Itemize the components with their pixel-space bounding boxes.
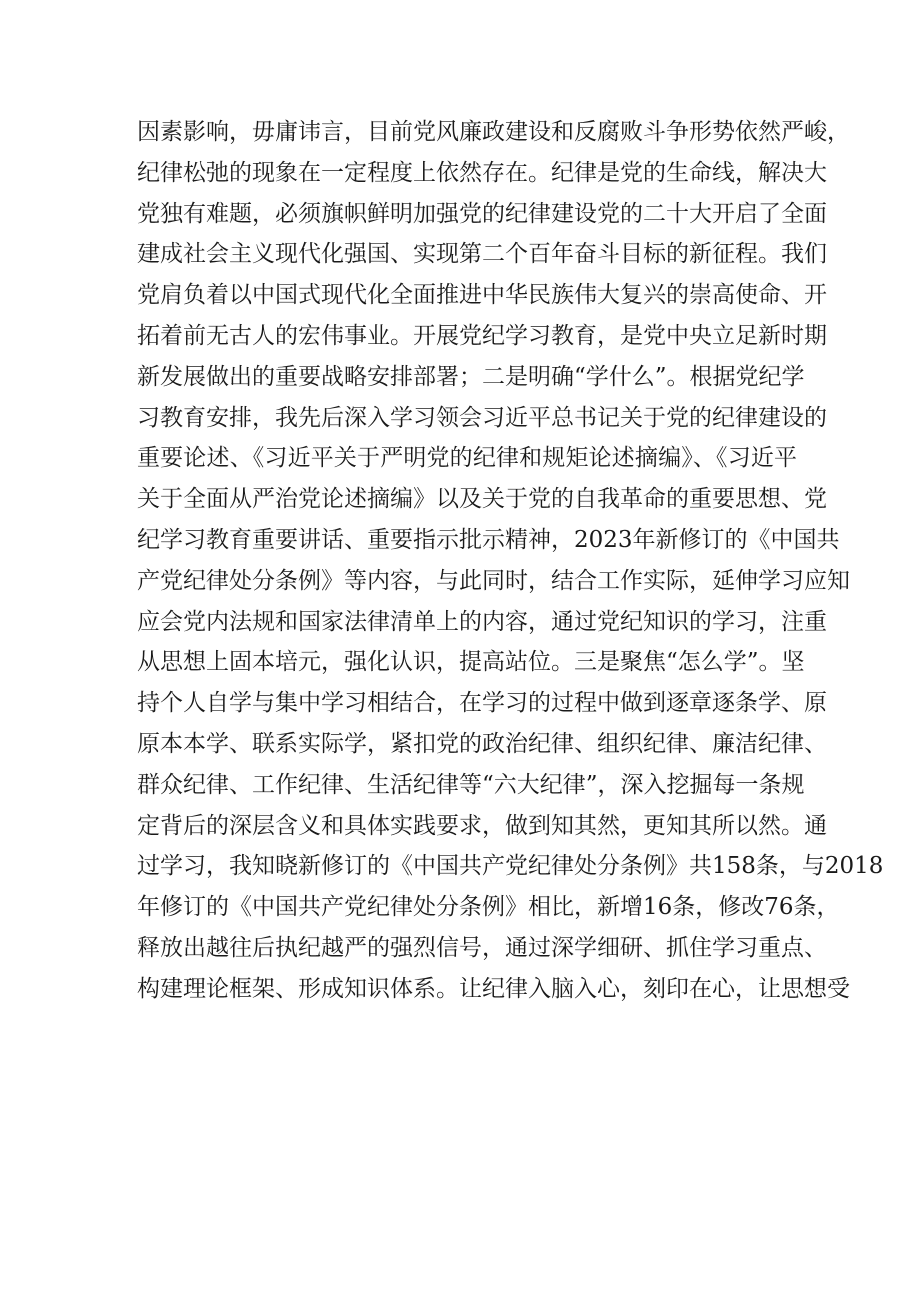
text-line-14: 从思想上固本培元，强化认识，提高站位。三是聚焦“怎么学”。坚	[137, 649, 805, 676]
text-line-18: 定背后的深层含义和具体实践要求，做到知其然，更知其所以然。通	[137, 812, 827, 839]
text-line-1: 因素影响，毋庸讳言，目前党风廉政建设和反腐败斗争形势依然严峻，	[137, 119, 850, 145]
text-line-19: 过学习，我知晓新修订的《中国共产党纪律处分条例》共158条，与2018	[137, 853, 884, 880]
text-line-16: 原本本学、联系实际学，紧扣党的政治纪律、组织纪律、廉洁纪律、	[137, 730, 827, 757]
text-line-10: 关于全面从严治党论述摘编》以及关于党的自我革命的重要思想、党	[137, 486, 827, 513]
text-line-6: 拓着前无古人的宏伟事业。开展党纪学习教育，是党中央立足新时期	[137, 322, 827, 349]
text-line-13: 应会党内法规和国家法律清单上的内容，通过党纪知识的学习，注重	[137, 608, 827, 635]
text-line-5: 党肩负着以中国式现代化全面推进中华民族伟大复兴的崇高使命、开	[137, 282, 827, 309]
text-line-3: 党独有难题，必须旗帜鲜明加强党的纪律建设党的二十大开启了全面	[137, 200, 827, 227]
body-paragraph	[137, 112, 884, 1010]
text-line-9: 重要论述、《习近平关于严明党的纪律和规矩论述摘编》、《习近平	[137, 445, 797, 472]
text-line-15: 持个人自学与集中学习相结合，在学习的过程中做到逐章逐条学、原	[137, 690, 827, 717]
text-line-11: 纪学习教育重要讲话、重要指示批示精神，2023年新修订的《中国共	[137, 526, 840, 553]
text-line-2: 纪律松弛的现象在一定程度上依然存在。纪律是党的生命线，解决大	[137, 159, 827, 186]
text-line-7: 新发展做出的重要战略安排部署；二是明确“学什么”。根据党纪学	[137, 363, 805, 390]
text-line-17: 群众纪律、工作纪律、生活纪律等“六大纪律”，深入挖掘每一条规	[137, 771, 805, 798]
text-line-22: 构建理论框架、形成知识体系。让纪律入脑入心，刻印在心，让思想受	[137, 975, 850, 1002]
text-line-8: 习教育安排，我先后深入学习领会习近平总书记关于党的纪律建设的	[137, 404, 827, 431]
text-line-12: 产党纪律处分条例》等内容，与此同时，结合工作实际，延伸学习应知	[137, 567, 850, 594]
text-line-21: 释放出越往后执纪越严的强烈信号，通过深学细研、抓住学习重点、	[137, 934, 827, 961]
text-line-4: 建成社会主义现代化强国、实现第二个百年奋斗目标的新征程。我们	[137, 241, 827, 268]
text-line-20: 年修订的《中国共产党纪律处分条例》相比，新增16条，修改76条，	[137, 894, 840, 921]
